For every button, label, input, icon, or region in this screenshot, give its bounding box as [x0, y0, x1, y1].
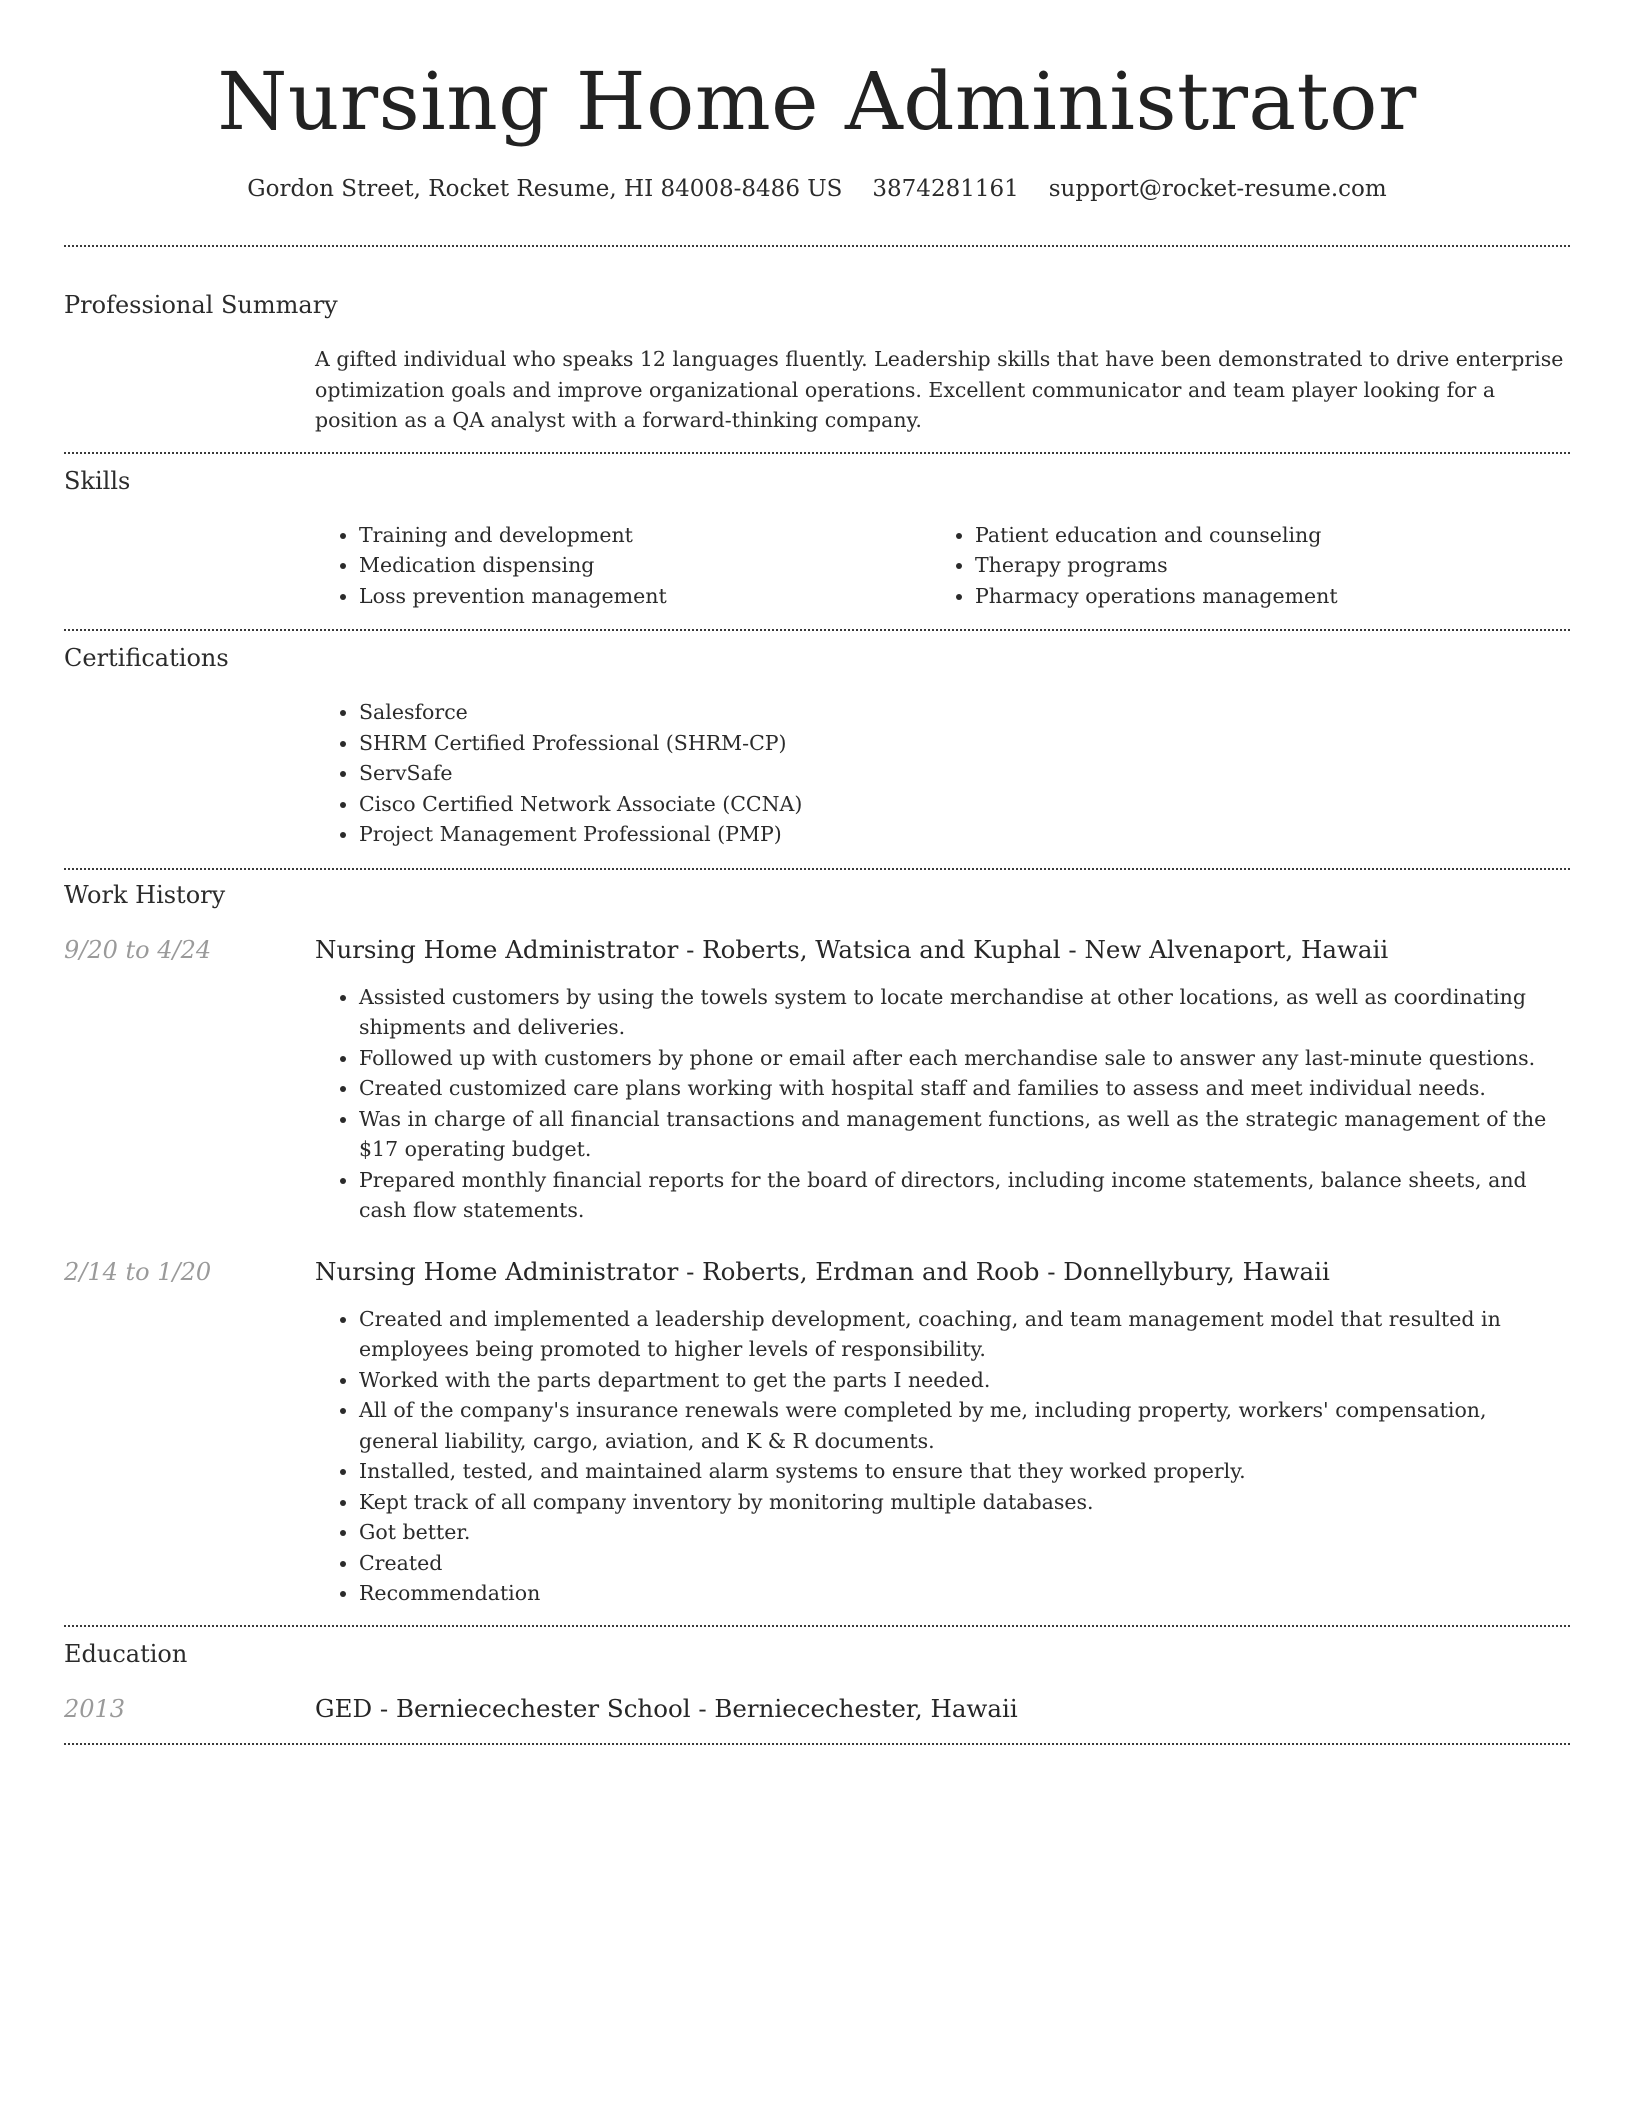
skill-item: • Loss prevention management [359, 581, 931, 612]
skills-column-left [315, 520, 931, 612]
page-title: Nursing Home Administrator [217, 55, 1417, 148]
job-bullet: • Kept track of all company inventory by monitoring multiple databases. [359, 1487, 1570, 1518]
resume-page [64, 0, 1570, 1745]
skills-list [315, 520, 1570, 612]
contact-email: support@rocket-resume.com [1048, 176, 1387, 202]
section-certifications [64, 643, 1570, 850]
certification-item: • Salesforce [359, 697, 1570, 728]
section-title-skills: Skills [64, 466, 131, 495]
job-bullet: • Created customized care plans working with hospital staff and families to assess and meet individual needs. [359, 1073, 1570, 1104]
job-entry [64, 934, 1570, 966]
section-title-work-history: Work History [64, 880, 226, 909]
job-bullets [315, 982, 1570, 1226]
job-bullet: • Created and implemented a leadership development, coaching, and team management model that resulted in employees being promoted to higher levels of responsibility. [359, 1304, 1570, 1365]
skill-item: • Training and development [359, 520, 931, 551]
job-dates: 9/20 to 4/24 [64, 935, 212, 964]
divider [64, 629, 1570, 631]
divider [64, 452, 1570, 454]
certifications-list [315, 697, 1570, 850]
certification-item: • ServSafe [359, 758, 1570, 789]
job-bullet: • Got better. [359, 1517, 1570, 1548]
skill-item: • Medication dispensing [359, 550, 931, 581]
job-dates: 2/14 to 1/20 [64, 1257, 212, 1286]
job-bullet: • All of the company's insurance renewals were completed by me, including property, workers' compensation, general liability, cargo, aviation, and K & R documents. [359, 1395, 1570, 1456]
divider [64, 1625, 1570, 1627]
education-heading: GED - Berniecechester School - Berniecechester, Hawaii [315, 1693, 1018, 1723]
job-bullet: • Created [359, 1548, 1570, 1579]
contact-phone: 3874281161 [872, 176, 1019, 202]
job-bullet: • Was in charge of all financial transactions and management functions, as well as the strategic management of the $17 operating budget. [359, 1104, 1570, 1165]
education-entry [64, 1693, 1570, 1725]
job-heading: Nursing Home Administrator - Roberts, Erdman and Roob - Donnellybury, Hawaii [315, 1256, 1330, 1286]
section-title-education: Education [64, 1639, 188, 1668]
contact-line [64, 174, 1570, 204]
summary-text: A gifted individual who speaks 12 languages fluently. Leadership skills that have been demonstrated to drive enterprise optimization goals and improve organizational operations. Excellent communicator and team player looking for a position as a QA analyst with a forward-thinking company. [315, 347, 1564, 432]
job-entry [64, 1256, 1570, 1288]
job-bullet: • Assisted customers by using the towels system to locate merchandise at other locations, as well as coordinating shipments and deliveries. [359, 982, 1570, 1043]
section-summary [64, 290, 1570, 436]
section-skills [64, 466, 1570, 612]
job-bullet: • Installed, tested, and maintained alarm systems to ensure that they worked properly. [359, 1456, 1570, 1487]
job-bullet: • Prepared monthly financial reports for the board of directors, including income statements, balance sheets, and cash flow statements. [359, 1165, 1570, 1226]
divider [64, 868, 1570, 870]
education-year: 2013 [64, 1694, 126, 1723]
skills-column-right [931, 520, 1547, 612]
section-education [64, 1639, 1570, 1725]
section-work-history [64, 880, 1570, 1609]
section-title-certifications: Certifications [64, 644, 229, 672]
job-bullet: • Worked with the parts department to get the parts I needed. [359, 1365, 1570, 1396]
divider [64, 245, 1570, 247]
certification-item: • Cisco Certified Network Associate (CCNA) [359, 789, 1570, 820]
section-title-summary: Professional Summary [64, 291, 338, 319]
skill-item: • Pharmacy operations management [975, 581, 1547, 612]
certification-item: • Project Management Professional (PMP) [359, 819, 1570, 850]
job-bullet: • Followed up with customers by phone or email after each merchandise sale to answer any last-minute questions. [359, 1043, 1570, 1074]
certification-item: • SHRM Certified Professional (SHRM-CP) [359, 728, 1570, 759]
skill-item: • Therapy programs [975, 550, 1547, 581]
divider [64, 1743, 1570, 1745]
skill-item: • Patient education and counseling [975, 520, 1547, 551]
contact-address: Gordon Street, Rocket Resume, HI 84008-8486 US [247, 176, 843, 202]
job-heading: Nursing Home Administrator - Roberts, Watsica and Kuphal - New Alvenaport, Hawaii [315, 934, 1389, 964]
job-bullets [315, 1304, 1570, 1609]
job-bullet: • Recommendation [359, 1578, 1570, 1609]
